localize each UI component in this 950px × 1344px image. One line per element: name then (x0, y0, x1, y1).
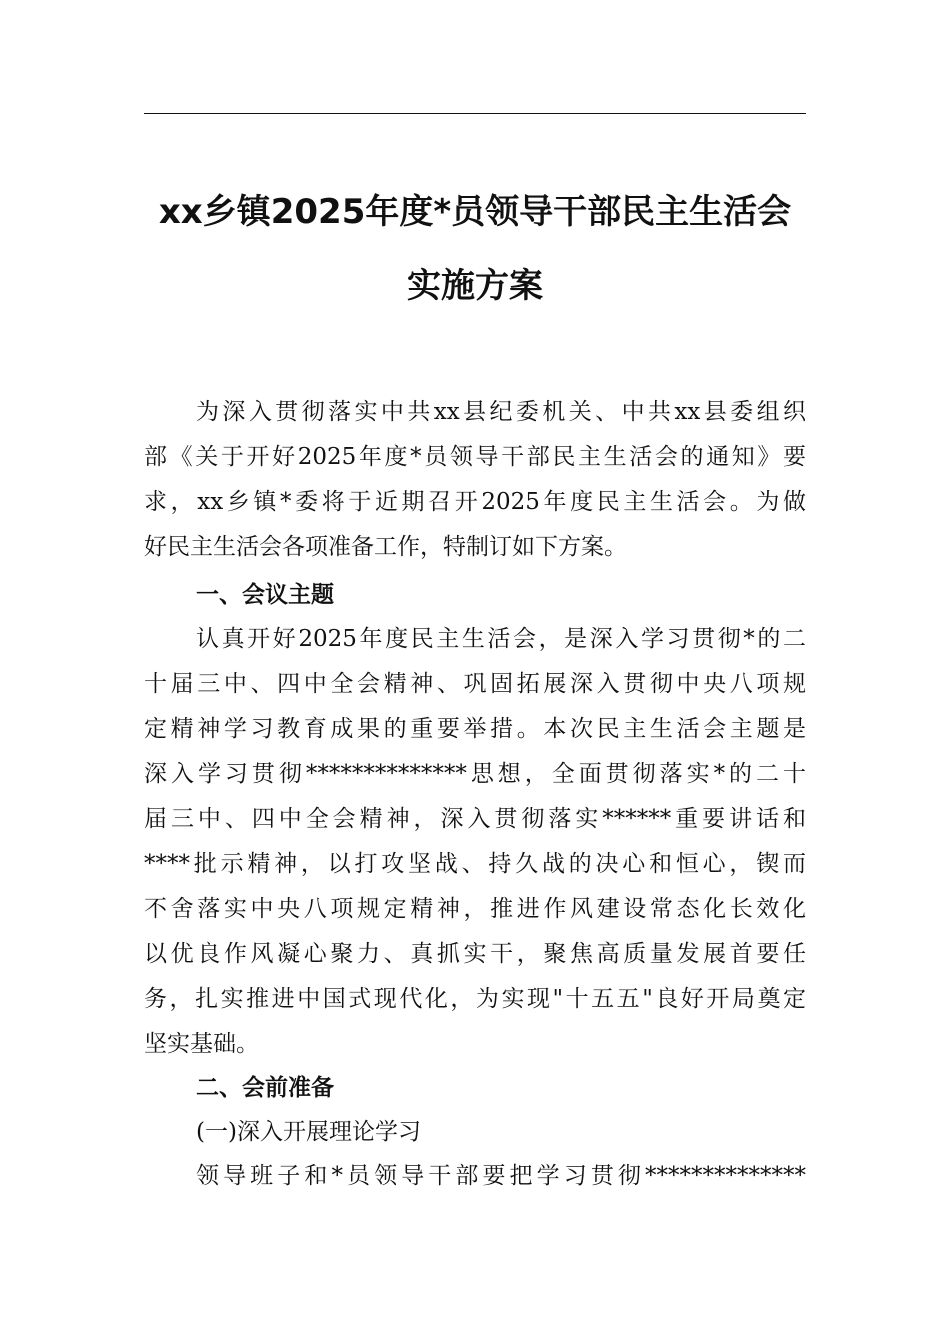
intro-line-4: 好民主生活会各项准备工作，特制订如下方案。 (144, 534, 627, 560)
section1-line-8: 以优良作风凝心聚力、真抓实干，聚焦高质量发展首要任 (144, 941, 806, 967)
intro-line-3: 求，xx乡镇*委将于近期召开2025年度民主生活会。为做 (144, 489, 806, 515)
section1-line-7: 不舍落实中央八项规定精神，推进作风建设常态化长效化 (144, 896, 806, 922)
section1-line-3: 定精神学习教育成果的重要举措。本次民主生活会主题是 (144, 716, 806, 742)
document-title-line2: 实施方案 (407, 266, 543, 306)
section2-sub1-line-1: 领导班子和*员领导干部要把学习贯彻************** (196, 1163, 806, 1189)
section1-line-6: ****批示精神，以打攻坚战、持久战的决心和恒心，锲而 (144, 851, 806, 877)
document-title-line1: xx乡镇2025年度*员领导干部民主生活会 (158, 192, 792, 232)
section1-heading: 一、会议主题 (196, 582, 334, 608)
section1-line-5: 届三中、四中全会精神，深入贯彻落实******重要讲话和 (144, 806, 806, 832)
section2-heading: 二、会前准备 (196, 1075, 334, 1101)
section1-line-10: 坚实基础。 (144, 1031, 259, 1057)
header-rule (144, 113, 806, 114)
intro-line-2: 部《关于开好2025年度*员领导干部民主生活会的通知》要 (144, 444, 806, 470)
section1-line-9: 务，扎实推进中国式现代化，为实现"十五五"良好开局奠定 (144, 986, 806, 1012)
section1-line-4: 深入学习贯彻**************思想，全面贯彻落实*的二十 (144, 761, 806, 787)
intro-line-1: 为深入贯彻落实中共xx县纪委机关、中共xx县委组织 (196, 399, 806, 425)
section2-subheading-1: (一)深入开展理论学习 (196, 1119, 421, 1145)
section1-line-2: 十届三中、四中全会精神、巩固拓展深入贯彻中央八项规 (144, 671, 806, 697)
section1-line-1: 认真开好2025年度民主生活会，是深入学习贯彻*的二 (196, 626, 806, 652)
